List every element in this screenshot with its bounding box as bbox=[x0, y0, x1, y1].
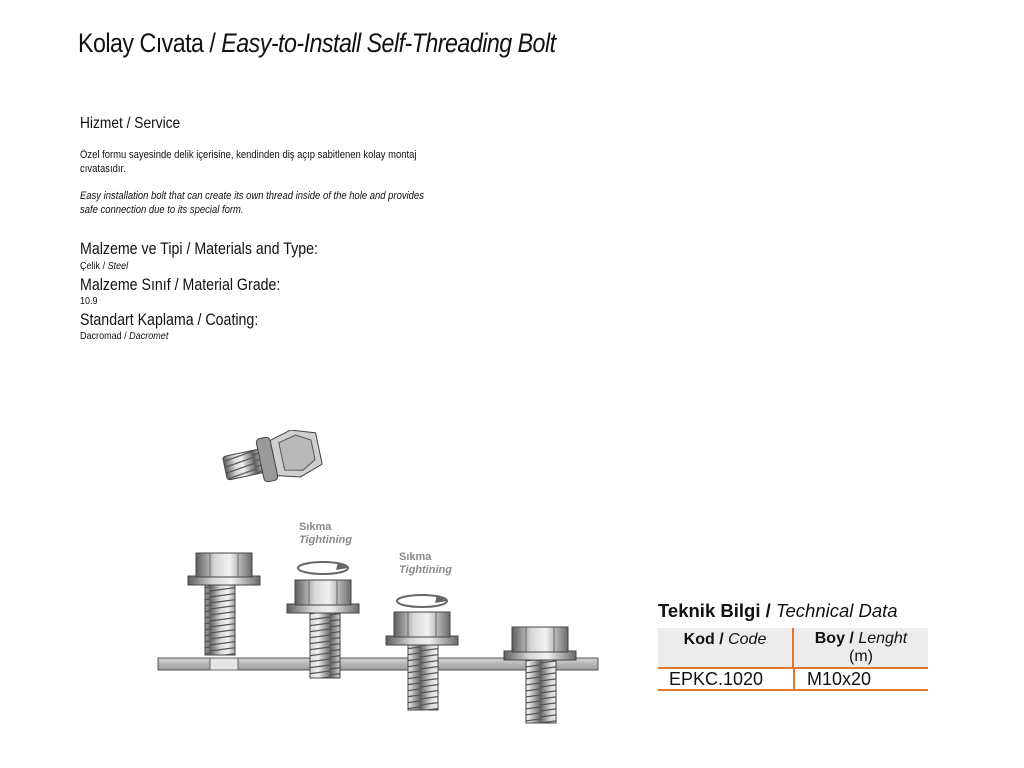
col-code-en: Code bbox=[728, 631, 767, 648]
technical-title-sep: / bbox=[760, 600, 776, 621]
tightening-label-2-en: Tightining bbox=[399, 564, 452, 576]
bolt-1 bbox=[188, 553, 260, 655]
material-en: Steel bbox=[107, 260, 129, 272]
technical-data-title bbox=[658, 600, 898, 622]
grade-heading: Malzeme Sınıf / Material Grade: bbox=[80, 276, 281, 294]
technical-data-table bbox=[658, 628, 928, 691]
floating-bolt bbox=[220, 430, 324, 492]
table-row bbox=[658, 669, 928, 691]
service-heading: Hizmet / Service bbox=[80, 115, 181, 132]
col-length-tr: Boy bbox=[814, 630, 845, 647]
technical-title-en: Technical Data bbox=[775, 600, 898, 621]
tightening-label-2-tr: Sıkma bbox=[399, 551, 432, 563]
col-length-sep: / bbox=[844, 630, 859, 647]
col-length-header bbox=[792, 628, 928, 667]
page-title bbox=[78, 28, 556, 59]
coating-tr: Dacromad / bbox=[80, 330, 130, 342]
col-code-sep: / bbox=[714, 631, 729, 648]
cell-code: EPKC.1020 bbox=[669, 669, 764, 689]
col-length-unit: (m) bbox=[849, 648, 873, 665]
coating-value bbox=[80, 330, 168, 342]
material-value bbox=[80, 260, 128, 272]
tightening-label-1-tr: Sıkma bbox=[299, 521, 332, 533]
cell-length: M10x20 bbox=[793, 669, 928, 689]
bolt-installation-illustration bbox=[150, 430, 610, 730]
service-text-tr-line1: Özel formu sayesinde delik içerisine, kendinden diş açıp sabitlenen kolay montaj bbox=[80, 149, 417, 161]
title-en: Easy-to-Install Self-Threading Bolt bbox=[221, 28, 556, 58]
service-text-en-line2: safe connection due to its special form. bbox=[80, 204, 244, 216]
bolt-3 bbox=[386, 595, 458, 710]
material-tr: Çelik / bbox=[80, 260, 108, 272]
tightening-label-2 bbox=[399, 551, 452, 577]
coating-heading: Standart Kaplama / Coating: bbox=[80, 311, 259, 329]
col-code-tr: Kod bbox=[683, 631, 715, 648]
grade-value: 10.9 bbox=[80, 295, 98, 307]
title-tr: Kolay Cıvata / bbox=[78, 28, 222, 58]
table-header bbox=[658, 628, 928, 669]
col-length-label bbox=[794, 630, 928, 648]
bolt-4 bbox=[504, 627, 576, 723]
col-code-header bbox=[658, 628, 792, 667]
service-text-en-line1: Easy installation bolt that can create its own thread inside of the hole and provides bbox=[80, 190, 424, 202]
service-text-en bbox=[80, 189, 424, 217]
tightening-label-1 bbox=[299, 521, 352, 547]
material-heading: Malzeme ve Tipi / Materials and Type: bbox=[80, 240, 318, 258]
tightening-label-1-en: Tightining bbox=[299, 534, 352, 546]
technical-title-tr: Teknik Bilgi bbox=[658, 600, 761, 621]
col-length-en: Lenght bbox=[858, 630, 908, 647]
service-text-tr-line2: cıvatasıdır. bbox=[80, 163, 126, 175]
service-text-tr bbox=[80, 148, 417, 176]
coating-en: Dacromet bbox=[129, 330, 169, 342]
